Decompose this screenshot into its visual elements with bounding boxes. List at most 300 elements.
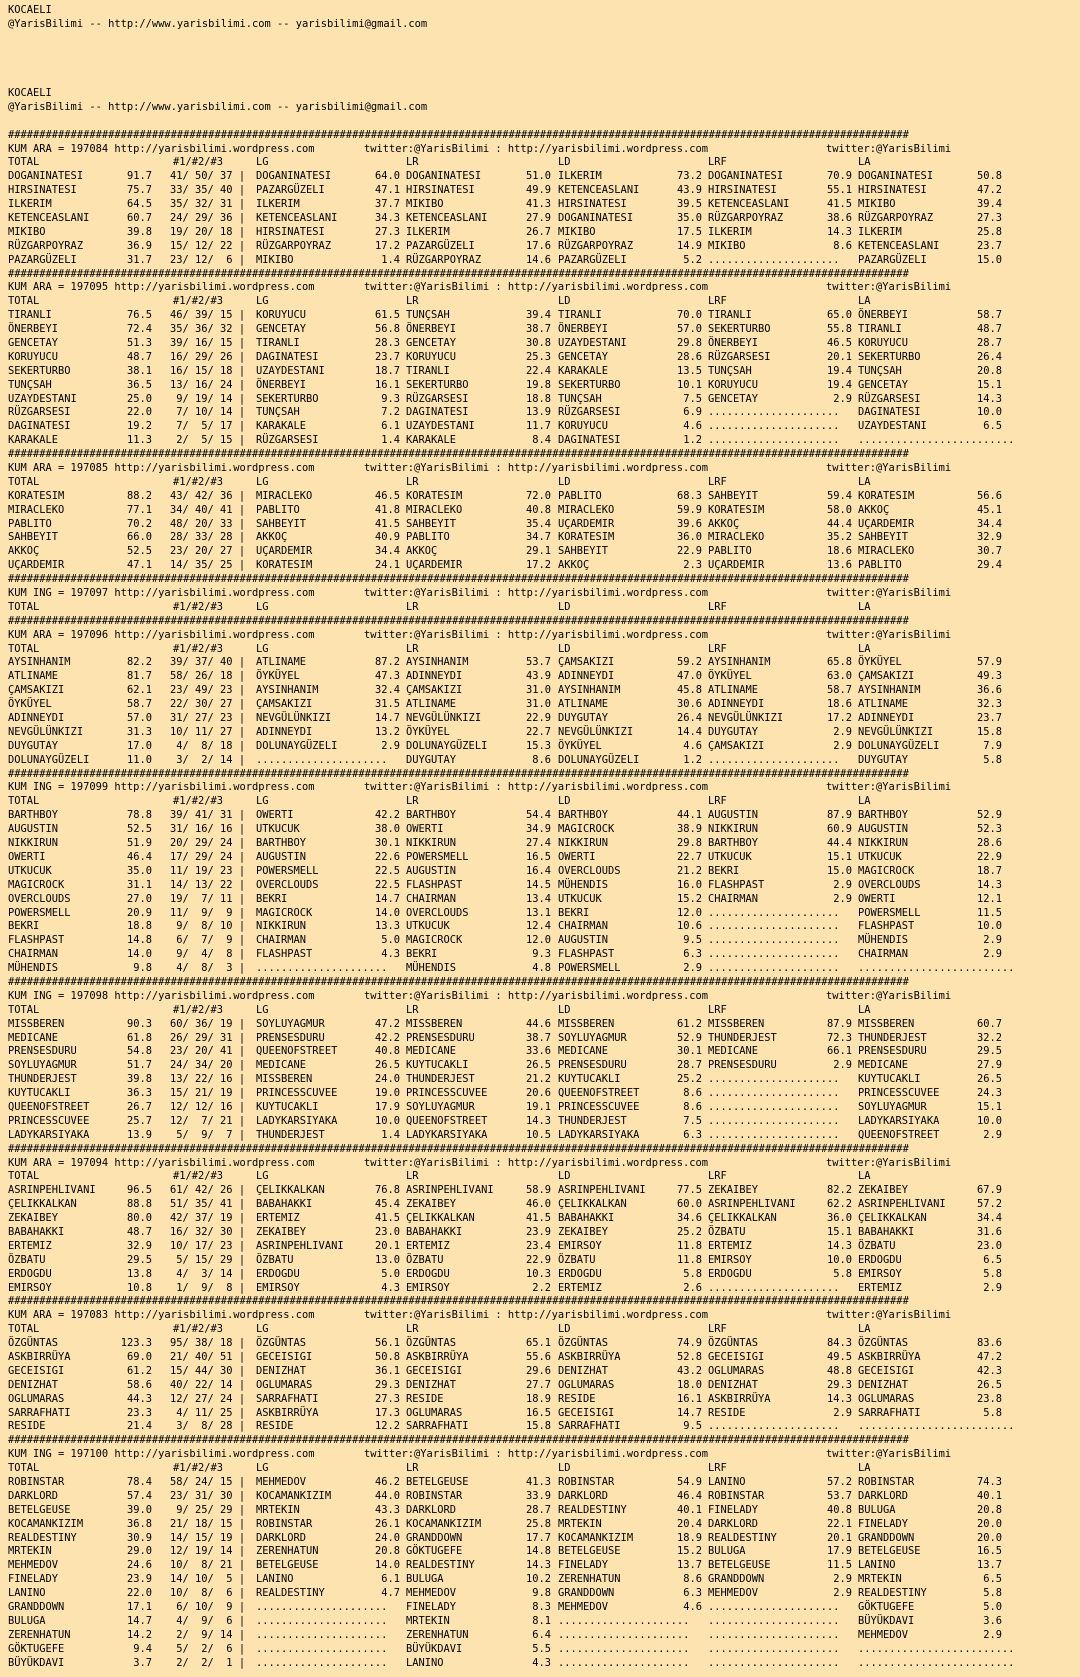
la-name: ÖNERBEYI [858,309,909,322]
lr-score: 8.6 [532,753,551,766]
total-score: 61.2 [126,1364,152,1377]
placings: 21/ 40/ 51 | [170,1351,246,1363]
placings: 4/ 11/ 25 | [176,1406,246,1419]
section-twitter-link: twitter:@YarisBilimi : http://yarisbilimi.wordpress.com [364,781,709,794]
total-score: 39.0 [126,1503,152,1516]
placings: 10/ 17/ 23 | [170,1239,246,1252]
lr-score: 14.3 [525,1559,551,1572]
total-score: 123.3 [120,1337,152,1350]
lr-score: 11.7 [525,420,551,433]
column-header: LA [858,295,871,308]
column-header: LR [406,1170,419,1183]
section-divider [8,129,1072,143]
table-row [8,865,1072,879]
la-name: ROBINSTAR [858,1476,915,1489]
lrf-name: ..................... [708,1281,840,1294]
column-header: LG [256,1170,269,1183]
lg-name: MISSBEREN [256,1073,313,1086]
lrf-name: RÜZGARSESI [708,350,771,363]
column-header: LR [406,1462,419,1475]
ld-name: ÖNERBEYI [558,323,609,336]
column-header: LRF [708,795,727,808]
lr-name: SOYLUYAGMUR [406,1100,475,1113]
lrf-score: 18.6 [826,545,852,558]
lr-name: ROBINSTAR [406,1489,463,1502]
lg-score: 6.1 [381,420,400,433]
lg-name: PRINCESSCUVEE [256,1087,338,1100]
la-name: QUEENOFSTREET [858,1128,940,1141]
section-title-row [8,462,1072,476]
la-name: ÖYKÜYEL [858,656,902,669]
total-name: KETENCEASLANI [8,211,90,224]
lr-name: NIKKIRUN [406,837,457,850]
la-score: 15.8 [976,725,1002,738]
lg-score: 32.4 [374,684,400,697]
la-score: 57.9 [976,656,1002,669]
header-contact-repeat: @YarisBilimi -- http://www.yarisbilimi.com -- yarisbilimi@gmail.com [8,100,428,113]
lr-score: 44.6 [525,1017,551,1030]
total-score: 29.0 [126,1545,152,1558]
lg-name: UZAYDESTANI [256,364,325,377]
lr-score: 4.3 [532,1656,551,1669]
lrf-score: 44.4 [826,837,852,850]
table-row [8,934,1072,948]
ld-name: DOLUNAYGÜZELI [558,753,640,766]
lg-name: SAHBEYIT [256,517,307,530]
column-header: LG [256,1462,269,1475]
lg-name: ÖZBATU [256,1253,294,1266]
column-header: LA [858,1462,871,1475]
total-name: SARRAFHATI [8,1406,71,1419]
ld-name: PAZARGÜZELI [558,253,627,266]
total-name: BETELGEUSE [8,1503,71,1516]
lrf-score: 65.8 [826,656,852,669]
lrf-name: ..................... [708,434,840,447]
total-name: MIRACLEKO [8,503,65,516]
lr-score: 25.8 [525,1517,551,1530]
placings: 43/ 42/ 36 | [170,489,246,502]
lr-score: 15.8 [525,1420,551,1433]
lrf-name: DOGANINATESI [708,170,784,183]
la-score: 26.5 [976,1378,1002,1391]
lrf-score: 44.4 [826,517,852,530]
la-name: ÇELIKKALKAN [858,1212,927,1225]
la-score: 12.1 [976,892,1002,905]
total-name: NIKKIRUN [8,837,59,850]
la-score: 27.9 [976,1059,1002,1072]
section-title: KUM ARA = 197094 http://yarisbilimi.wordpress.com [8,1156,315,1169]
la-score: 7.9 [983,739,1002,752]
la-name: MRTEKIN [858,1573,902,1586]
total-score: 51.9 [126,837,152,850]
column-header: TOTAL [8,475,40,488]
la-score: 6.5 [983,1573,1002,1586]
lr-score: 41.3 [525,1476,551,1489]
placings: 33/ 35/ 40 | [170,184,246,197]
lr-name: MÜHENDIS [406,962,457,975]
lrf-name: ADINNEYDI [708,698,765,711]
ld-name: ERDOGDU [558,1267,602,1280]
total-name: PRENSESDURU [8,1045,77,1058]
total-name: RÜZGARPOYRAZ [8,239,84,252]
total-score: 24.6 [126,1559,152,1572]
la-score: 2.9 [983,1281,1002,1294]
lr-score: 19.1 [525,1100,551,1113]
lr-name: ÖNERBEYI [406,323,457,336]
lg-score: 22.5 [374,864,400,877]
lg-score: 34.3 [374,211,400,224]
ld-score: 18.0 [676,1378,702,1391]
lr-name: ASKBIRRÜYA [406,1351,469,1363]
total-name: SEKERTURBO [8,364,71,377]
la-score: 2.9 [983,948,1002,961]
lrf-score: 2.9 [833,725,852,738]
total-score: 20.9 [126,906,152,919]
table-row [8,490,1072,504]
table-row [8,351,1072,365]
lrf-name: TUNÇSAH [708,364,752,377]
ld-name: ÇAMSAKIZI [558,656,615,669]
table-row [8,434,1072,448]
lg-score: 4.7 [381,1587,400,1600]
lr-name: PAZARGÜZELI [406,239,475,252]
la-score: 24.3 [976,1087,1002,1100]
lrf-name: FLASHPAST [708,878,765,891]
lrf-score: 29.3 [826,1378,852,1391]
lg-score: 26.1 [374,1517,400,1530]
lrf-name: ..................... [708,948,840,961]
column-header: #1/#2/#3 [173,600,224,613]
table-row [8,531,1072,545]
column-header: LA [858,1170,871,1183]
total-name: MEDICANE [8,1031,59,1044]
lr-name: DUYGUTAY [406,753,457,766]
lg-score: 56.1 [374,1337,400,1350]
la-score: 26.4 [976,350,1002,363]
lr-name: ÖZBATU [406,1253,444,1266]
lg-name: ZERENHATUN [256,1545,319,1558]
ld-name: OVERCLOUDS [558,864,621,877]
lrf-score: 5.8 [833,1267,852,1280]
lg-score: 64.0 [374,170,400,183]
placings: 51/ 35/ 41 | [170,1198,246,1211]
lg-score: 6.1 [381,1573,400,1586]
la-score: 2.9 [983,934,1002,947]
section-twitter-handle: twitter:@YarisBilimi [826,989,952,1002]
lr-score: 26.7 [525,225,551,238]
total-name: DOGANINATESI [8,170,84,183]
placings: 13/ 22/ 16 | [170,1073,246,1086]
la-score: 10.0 [976,1114,1002,1127]
total-score: 13.9 [126,1128,152,1141]
la-score: 5.8 [983,1406,1002,1419]
total-name: ILKERIM [8,198,52,211]
ld-score: 15.2 [676,1545,702,1558]
lr-name: BEKRI [406,948,438,961]
column-header: LG [256,600,269,613]
total-score: 91.7 [126,170,152,183]
lr-score: 22.9 [525,712,551,725]
column-header: LRF [708,1462,727,1475]
lrf-score: 17.9 [826,1545,852,1558]
ld-name: PABLITO [558,489,602,502]
lr-name: PRENSESDURU [406,1031,475,1044]
ld-name: CHAIRMAN [558,920,609,933]
la-score: 5.8 [983,1587,1002,1600]
lg-name: ROBINSTAR [256,1517,313,1530]
lg-name: ASRINPEHLIVANI [256,1239,344,1252]
lr-score: 27.4 [525,837,551,850]
table-row [8,1337,1072,1351]
ld-score: 8.6 [683,1087,702,1100]
placings: 23/ 31/ 30 | [170,1489,246,1502]
la-score: 18.7 [976,864,1002,877]
lr-score: 65.1 [525,1337,551,1350]
lr-name: MEDICANE [406,1045,457,1058]
ld-name: DUYGUTAY [558,712,609,725]
lg-score: 14.7 [374,712,400,725]
lg-name: BETELGEUSE [256,1559,319,1572]
lrf-score: 20.1 [826,1531,852,1544]
placings: 10/ 11/ 27 | [170,725,246,738]
la-score: 22.9 [976,850,1002,863]
lg-name: TIRANLI [256,336,300,349]
lrf-name: MIRACLEKO [708,531,765,544]
lrf-score: 8.6 [833,239,852,252]
total-score: 81.7 [126,670,152,683]
ld-name: MÜHENDIS [558,878,609,891]
total-score: 80.0 [126,1212,152,1225]
lg-name: ASKBIRRÜYA [256,1406,319,1419]
lg-score: 18.7 [374,364,400,377]
lrf-score: 14.3 [826,1239,852,1252]
table-row [8,1615,1072,1629]
table-row [8,684,1072,698]
la-name: ......................... [858,1656,1015,1669]
lg-name: MIKIBO [256,253,294,266]
ld-score: 38.9 [676,823,702,836]
lr-name: UZAYDESTANI [406,420,475,433]
lrf-name: ..................... [708,753,840,766]
total-name: BARTHBOY [8,809,59,822]
total-score: 23.3 [126,1406,152,1419]
table-row [8,1476,1072,1490]
la-score: 6.5 [983,1253,1002,1266]
lrf-score: 82.2 [826,1184,852,1197]
table-row [8,809,1072,823]
total-name: ÇELIKKALKAN [8,1198,77,1211]
total-name: PAZARGÜZELI [8,253,77,266]
la-score: 29.4 [976,559,1002,572]
la-name: UZAYDESTANI [858,420,927,433]
lr-score: 35.4 [525,517,551,530]
total-name: GRANDDOWN [8,1601,65,1614]
lg-score: 19.0 [374,1087,400,1100]
la-name: OVERCLOUDS [858,878,921,891]
lr-score: 55.6 [525,1351,551,1363]
total-name: ATLINAME [8,670,59,683]
lg-name: ..................... [256,753,388,766]
lr-name: DOLUNAYGÜZELI [406,739,488,752]
lg-score: 20.8 [374,1545,400,1558]
lr-name: DOGANINATESI [406,170,482,183]
la-name: GÖKTUGEFE [858,1601,915,1614]
table-row [8,1559,1072,1573]
lr-score: 28.7 [525,1503,551,1516]
ld-score: 21.2 [676,864,702,877]
la-name: ASRINPEHLIVANI [858,1198,946,1211]
la-name: SEKERTURBO [858,350,921,363]
la-name: REALDESTINY [858,1587,927,1600]
lr-score: 39.4 [525,309,551,322]
la-name: GENCETAY [858,378,909,391]
la-score: 2.9 [983,1128,1002,1141]
total-score: 30.9 [126,1531,152,1544]
lrf-score: 2.9 [833,892,852,905]
table-row [8,920,1072,934]
lrf-name: ..................... [708,1100,840,1113]
lr-name: MIKIBO [406,198,444,211]
total-name: BEKRI [8,920,40,933]
lr-name: THUNDERJEST [406,1073,475,1086]
lr-score: 33.9 [525,1489,551,1502]
lrf-name: ..................... [708,1073,840,1086]
lrf-name: FINELADY [708,1503,759,1516]
table-row [8,1351,1072,1365]
lr-score: 27.9 [525,211,551,224]
lg-score: 42.2 [374,809,400,822]
section-title-row [8,1448,1072,1462]
la-name: ÖZGÜNTAS [858,1337,909,1350]
lrf-score: 46.5 [826,336,852,349]
la-score: 30.7 [976,545,1002,558]
lrf-name: ..................... [708,1656,840,1669]
lg-score: 13.3 [374,920,400,933]
lg-name: MRTEKIN [256,1503,300,1516]
lrf-score: 41.5 [826,198,852,211]
lr-name: FINELADY [406,1601,457,1614]
lg-score: 28.3 [374,336,400,349]
la-score: 13.7 [976,1559,1002,1572]
total-name: KORUYUCU [8,350,59,363]
lr-score: 21.2 [525,1073,551,1086]
ld-score: 74.9 [676,1337,702,1350]
section-twitter-handle: twitter:@YarisBilimi [826,628,952,641]
ld-name: SAHBEYIT [558,545,609,558]
total-name: THUNDERJEST [8,1073,77,1086]
ld-score: 47.0 [676,670,702,683]
placings: 12/ 7/ 21 | [170,1114,246,1127]
la-name: BULUGA [858,1503,896,1516]
ld-score: 5.8 [683,1267,702,1280]
total-name: AKKOÇ [8,545,40,558]
total-name: ERTEMIZ [8,1239,52,1252]
la-name: ZEKAIBEY [858,1184,909,1197]
total-score: 48.7 [126,350,152,363]
placings: 4/ 8/ 3 | [176,962,246,975]
lg-name: DARKLORD [256,1531,307,1544]
lr-score: 10.2 [525,1573,551,1586]
lg-score: 41.8 [374,503,400,516]
lrf-name: ..................... [708,253,840,266]
ld-name: NEVGÜLÜNKIZI [558,725,634,738]
total-name: BÜYÜKDAVI [8,1656,65,1669]
lrf-score: 14.3 [826,1392,852,1405]
total-score: 88.8 [126,1198,152,1211]
placings: 12/ 27/ 24 | [170,1392,246,1405]
lg-score: 22.5 [374,878,400,891]
table-row [8,1504,1072,1518]
la-score: 74.3 [976,1476,1002,1489]
la-name: MEHMEDOV [858,1628,909,1641]
lrf-score: 2.9 [833,1587,852,1600]
ld-score: 10.1 [676,378,702,391]
total-score: 25.7 [126,1114,152,1127]
la-score: 5.0 [983,1601,1002,1614]
lrf-name: ..................... [708,1642,840,1655]
lrf-name: ERTEMIZ [708,1239,752,1252]
total-score: 58.7 [126,698,152,711]
table-row [8,1407,1072,1421]
total-score: 29.5 [126,1253,152,1266]
lg-score: 13.2 [374,725,400,738]
ld-score: 22.7 [676,850,702,863]
ld-name: ÖZBATU [558,1253,596,1266]
column-header: TOTAL [8,156,40,169]
lr-name: REALDESTINY [406,1559,475,1572]
total-score: 23.9 [126,1573,152,1586]
column-header: LA [858,156,871,169]
lg-name: KUYTUCAKLI [256,1100,319,1113]
column-header: LD [558,795,571,808]
la-name: MEDICANE [858,1059,909,1072]
lg-score: 40.9 [374,531,400,544]
ld-name: ZERENHATUN [558,1573,621,1586]
la-name: ......................... [858,962,1015,975]
ld-name: FINELADY [558,1559,609,1572]
lr-score: 2.2 [532,1281,551,1294]
lrf-name: ..................... [708,1420,840,1433]
column-header: LR [406,156,419,169]
lrf-score: 19.4 [826,364,852,377]
total-score: 22.0 [126,1587,152,1600]
la-name: SOYLUYAGMUR [858,1100,927,1113]
lg-score: 4.3 [381,948,400,961]
la-name: MAGICROCK [858,864,915,877]
column-header: LR [406,1003,419,1016]
placings: 2/ 9/ 14 | [176,1628,246,1641]
total-name: ASRINPEHLIVANI [8,1184,96,1197]
placings: 16/ 29/ 26 | [170,350,246,363]
lrf-name: ..................... [708,906,840,919]
la-name: DOGANINATESI [858,170,934,183]
lg-score: 2.9 [381,739,400,752]
lg-score: 17.2 [374,239,400,252]
ld-score: 34.6 [676,1212,702,1225]
lg-score: 4.3 [381,1281,400,1294]
ld-score: 16.1 [676,1392,702,1405]
lrf-name: RESIDE [708,1406,746,1419]
la-score: 60.7 [976,1017,1002,1030]
total-score: 46.4 [126,850,152,863]
column-header: LRF [708,1003,727,1016]
ld-score: 70.0 [676,309,702,322]
lg-name: PAZARGÜZELI [256,184,325,197]
lr-score: 13.4 [525,892,551,905]
lrf-name: THUNDERJEST [708,1031,777,1044]
total-score: 31.3 [126,725,152,738]
column-header: #1/#2/#3 [173,295,224,308]
